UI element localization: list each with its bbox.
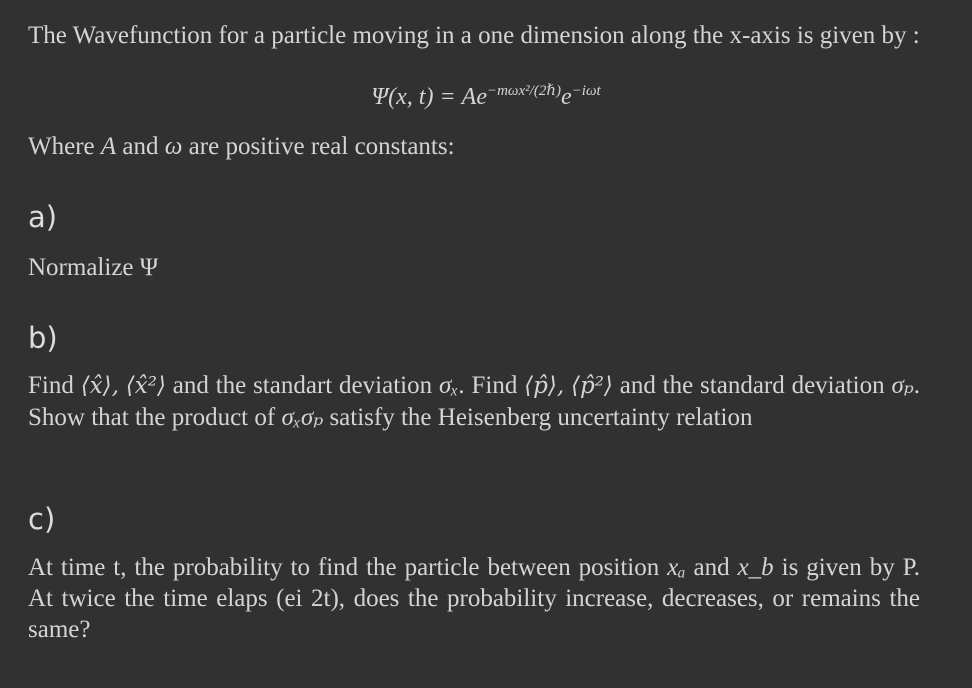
where-and: and — [122, 133, 159, 160]
b-x2-expectation: ⟨x̂²⟩ — [125, 373, 166, 399]
equation-exponent-1: −mωx²/(2ℏ) — [486, 83, 561, 99]
equation-e2: e — [561, 84, 572, 110]
b-mid-2: and the standard deviation — [619, 372, 885, 399]
c-text-1: At time t, the probability to find the particle between position — [28, 554, 660, 581]
c-text-2: is given by P. At twice the time elaps (ei 2t), does the probability increase, decreases, or remains the same? — [28, 554, 921, 643]
part-c-heading: c) — [28, 502, 56, 536]
wavefunction-equation — [0, 82, 972, 113]
equation-exponent-2: −iωt — [571, 83, 601, 99]
b-find-2: . Find — [458, 372, 518, 399]
equation-lhs: Ψ(x, t) = — [371, 84, 456, 110]
c-x-b: x_b — [737, 554, 774, 581]
c-and: and — [693, 554, 730, 581]
b-sigma-p: σₚ — [891, 372, 914, 399]
where-suffix: are positive real constants: — [188, 133, 455, 160]
c-x-a: xₐ — [667, 554, 686, 581]
b-mid-3: . Show that the product of — [28, 372, 921, 431]
b-x-expectation: ⟨x̂⟩, — [80, 373, 119, 399]
constants-note — [28, 131, 920, 162]
where-A: A — [100, 133, 117, 160]
intro-paragraph — [28, 20, 920, 51]
part-b-heading: b) — [28, 321, 58, 355]
part-a-text: Normalize Ψ — [28, 254, 159, 281]
equation-A: A — [461, 84, 477, 110]
b-sigma-product: σₓσₚ — [281, 404, 324, 431]
b-p2-expectation: ⟨p̂²⟩ — [571, 373, 613, 399]
equation-e1: e — [476, 84, 487, 110]
b-mid-1: and the standart deviation — [172, 372, 433, 399]
b-find-1: Find — [28, 372, 74, 399]
b-end: satisfy the Heisenberg uncertainty relation — [329, 404, 753, 431]
where-prefix: Where — [28, 133, 95, 160]
b-sigma-x: σₓ — [438, 372, 459, 399]
b-p-expectation: ⟨p̂⟩, — [524, 373, 565, 399]
part-a-heading: a) — [28, 200, 58, 234]
where-omega: ω — [164, 133, 183, 160]
part-c-text — [28, 552, 920, 645]
intro-text: The Wavefunction for a particle moving in a one dimension along the x-axis is given by : — [28, 22, 920, 49]
part-b-text — [28, 370, 920, 433]
